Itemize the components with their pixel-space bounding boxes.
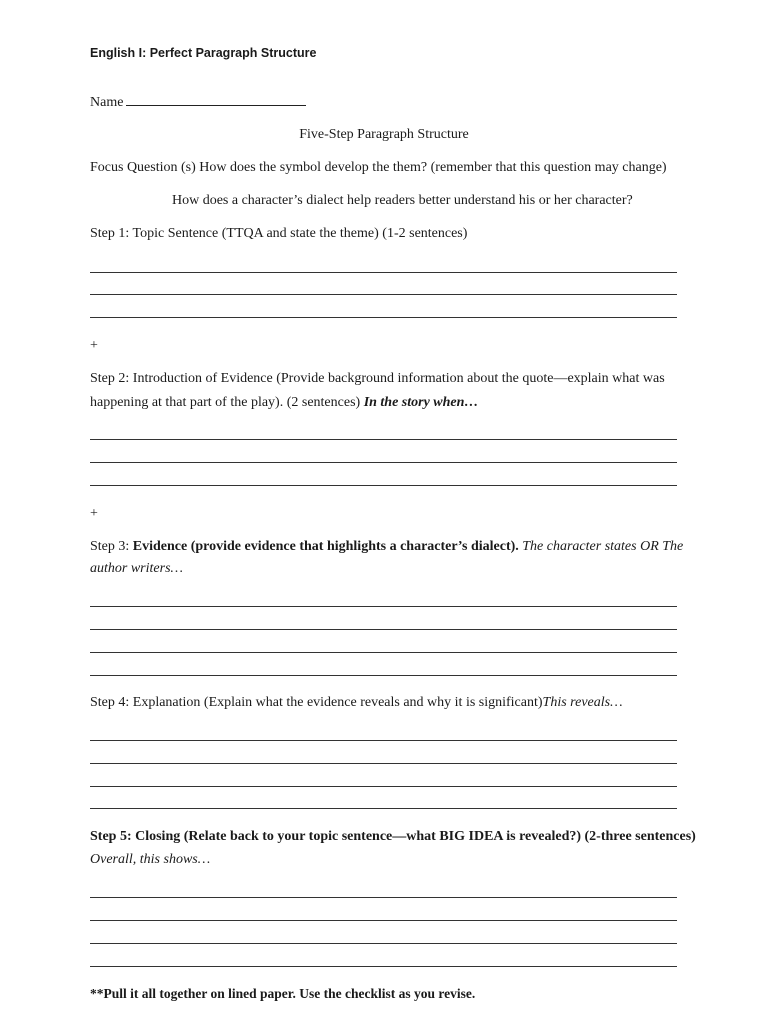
step2-label: Step 2: Introduction of Evidence (Provide background information about the quote—explain what was (90, 371, 665, 386)
page-title: Five-Step Paragraph Structure (299, 127, 469, 142)
step3-label (90, 536, 683, 558)
answer-line[interactable] (90, 652, 677, 653)
step5-label: Step 5: Closing (Relate back to your topic sentence—what BIG IDEA is revealed?) (2-three sentences) (90, 829, 696, 844)
step3-prompt-cont: author writers… (90, 561, 183, 576)
footer-note: **Pull it all together on lined paper. Use the checklist as you revise. (90, 986, 476, 1001)
answer-line[interactable] (90, 943, 677, 944)
answer-line[interactable] (90, 317, 677, 318)
answer-line[interactable] (90, 675, 677, 676)
answer-line[interactable] (90, 920, 677, 921)
plus-sign: + (90, 506, 98, 521)
answer-line[interactable] (90, 629, 677, 630)
name-field[interactable] (126, 92, 306, 106)
answer-line[interactable] (90, 462, 677, 463)
step4-text: Step 4: Explanation (Explain what the evidence reveals and why it is significant) (90, 695, 543, 710)
focus-question-detail: How does a character’s dialect help readers better understand his or her character? (172, 193, 633, 208)
step3-number: Step 3: (90, 539, 130, 554)
step1-label: Step 1: Topic Sentence (TTQA and state the theme) (1-2 sentences) (90, 226, 468, 241)
answer-line[interactable] (90, 808, 677, 809)
step2-prompt: In the story when… (363, 395, 479, 410)
step4-prompt: This reveals… (542, 695, 623, 710)
answer-line[interactable] (90, 606, 677, 607)
answer-line[interactable] (90, 439, 677, 440)
answer-line[interactable] (90, 294, 677, 295)
step2-text: happening at that part of the play). (2 sentences) (90, 395, 361, 410)
name-label: Name (90, 95, 124, 110)
answer-line[interactable] (90, 966, 677, 967)
answer-line[interactable] (90, 763, 677, 764)
worksheet-header: English I: Perfect Paragraph Structure (90, 46, 317, 60)
answer-line[interactable] (90, 786, 677, 787)
step3-prompt: The character states OR The (522, 539, 684, 554)
name-row (90, 92, 306, 111)
answer-line[interactable] (90, 272, 677, 273)
focus-question: Focus Question (s) How does the symbol develop the them? (remember that this question may change) (90, 160, 667, 175)
step2-label-cont (90, 392, 478, 414)
plus-sign: + (90, 338, 98, 353)
step3-bold: Evidence (provide evidence that highlights a character’s dialect). (132, 539, 519, 554)
answer-line[interactable] (90, 485, 677, 486)
step4-label (90, 692, 623, 714)
answer-line[interactable] (90, 740, 677, 741)
answer-line[interactable] (90, 897, 677, 898)
step5-prompt: Overall, this shows… (90, 852, 211, 867)
